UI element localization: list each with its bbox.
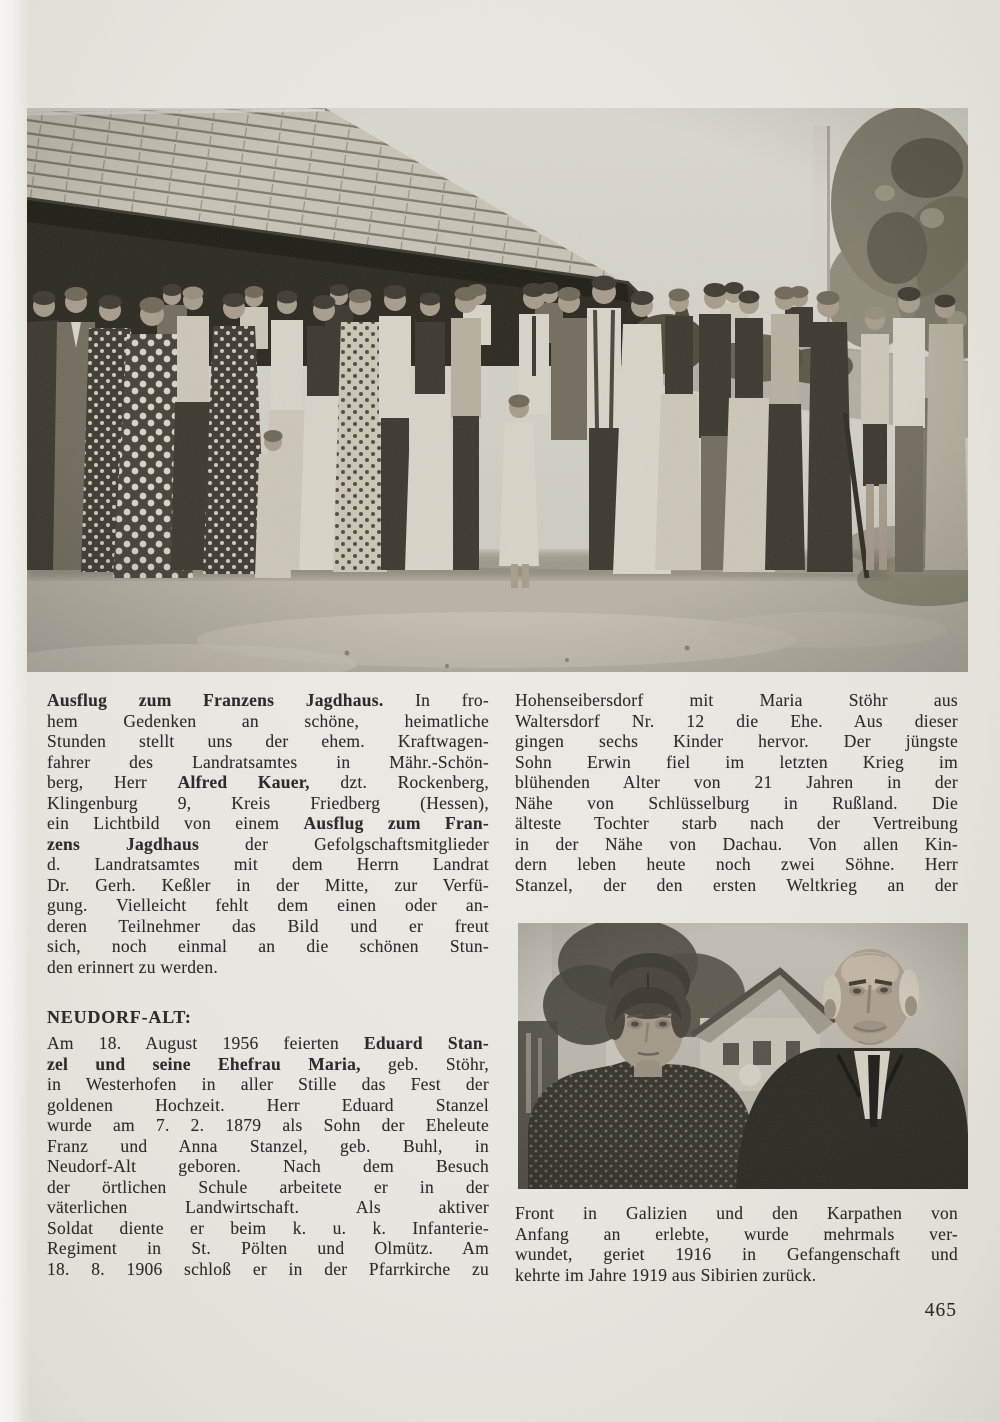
article-stanzel-paragraph	[47, 1033, 489, 1279]
text-line: Regiment in St. Pölten und Olmütz. Am	[47, 1238, 489, 1258]
article-stanzel-continuation	[515, 690, 958, 895]
text-line: in der Nähe von Dachau. Von allen Kin-	[515, 833, 958, 854]
text-line: Waltersdorf Nr. 12 die Ehe. Aus dieser	[515, 710, 958, 731]
text-line: fahrer des Landratsamtes in Mähr.-Schön-	[47, 751, 489, 772]
text-line: Klingenburg 9, Kreis Friedberg (Hessen),	[47, 792, 489, 813]
text-line: Am 18. August 1956 feierten Eduard Stan-	[47, 1033, 489, 1053]
text-line: Nähe von Schlüsselburg in Rußland. Die	[515, 792, 958, 813]
photo-grain	[518, 923, 968, 1189]
right-column-bottom	[515, 1203, 958, 1285]
text-line: wundet, geriet 1916 in Gefangenschaft und	[515, 1244, 958, 1264]
text-line: der örtlichen Schule arbeitete er in der	[47, 1176, 489, 1197]
text-line: 18. 8. 1906 schloß er in der Pfarrkirche zu	[47, 1258, 489, 1279]
text-line: Hohenseibersdorf mit Maria Stöhr aus	[515, 690, 958, 710]
text-line: deren Teilnehmer das Bild und er freut	[47, 915, 489, 936]
page-gutter-highlight	[0, 0, 30, 1422]
page-number: 465	[924, 1300, 957, 1321]
text-line: Neudorf-Alt geboren. Nach dem Besuch	[47, 1156, 489, 1176]
couple-photo-illustration	[518, 923, 968, 1189]
text-line: zel und seine Ehefrau Maria, geb. Stöhr,	[47, 1053, 489, 1074]
text-line: Front in Galizien und den Karpathen von	[515, 1203, 958, 1223]
text-line: väterlichen Landwirtschaft. Als aktiver	[47, 1197, 489, 1217]
text-line: Stanzel, der den ersten Weltkrieg an der	[515, 874, 958, 895]
text-line: Soldat diente er beim k. u. k. Infanterie-	[47, 1217, 489, 1238]
text-line: kehrte im Jahre 1919 aus Sibirien zurück.	[515, 1264, 817, 1285]
group-photo-illustration	[27, 108, 968, 672]
text-line: goldenen Hochzeit. Herr Eduard Stanzel	[47, 1094, 489, 1115]
text-line: blühenden Alter von 21 Jahren in der	[515, 772, 958, 792]
text-line: zens Jagdhaus der Gefolgschaftsmitglieder	[47, 833, 489, 854]
text-line: gingen sechs Kinder hervor. Der jüngste	[515, 731, 958, 751]
text-line: Franz und Anna Stanzel, geb. Buhl, in	[47, 1135, 489, 1156]
text-line: gung. Vielleicht fehlt dem einen oder an-	[47, 895, 489, 915]
section-heading-neudorf-alt: NEUDORF-ALT:	[47, 1007, 192, 1027]
text-line: Stunden stellt uns der ehem. Kraftwagen-	[47, 731, 489, 751]
text-line: Dr. Gerh. Keßler in der Mitte, zur Verfü-	[47, 874, 489, 895]
text-line: sich, noch einmal an die schönen Stun-	[47, 936, 489, 956]
text-line: älteste Tochter starb nach der Vertreibung	[515, 813, 958, 833]
photo-grain	[27, 108, 968, 672]
text-line: Anfang an erlebte, wurde mehrmals ver-	[515, 1223, 958, 1244]
text-line: den erinnert zu werden.	[47, 956, 218, 977]
text-line: Ausflug zum Franzens Jagdhaus. In fro-	[47, 690, 490, 710]
text-line: Sohn Erwin fiel im letzten Krieg im	[515, 751, 958, 772]
text-line: wurde am 7. 2. 1879 als Sohn der Eheleute	[47, 1115, 489, 1135]
article-ausflug-paragraph	[47, 690, 489, 977]
right-column-top	[515, 690, 958, 895]
article-stanzel-end-paragraph	[515, 1203, 958, 1285]
group-photo-jagdhaus	[27, 108, 968, 672]
couple-photo-stanzel	[518, 923, 968, 1189]
left-column	[47, 690, 489, 1279]
text-line: berg, Herr Alfred Kauer, dzt. Rockenberg,	[47, 772, 489, 792]
text-line: dern leben heute noch zwei Söhne. Herr	[515, 854, 958, 874]
text-line: d. Landratsamtes mit dem Herrn Landrat	[47, 854, 489, 874]
text-line: hem Gedenken an schöne, heimatliche	[47, 710, 489, 731]
text-line: ein Lichtbild von einem Ausflug zum Fran-	[47, 813, 489, 833]
text-line: in Westerhofen in aller Stille das Fest der	[47, 1074, 489, 1094]
